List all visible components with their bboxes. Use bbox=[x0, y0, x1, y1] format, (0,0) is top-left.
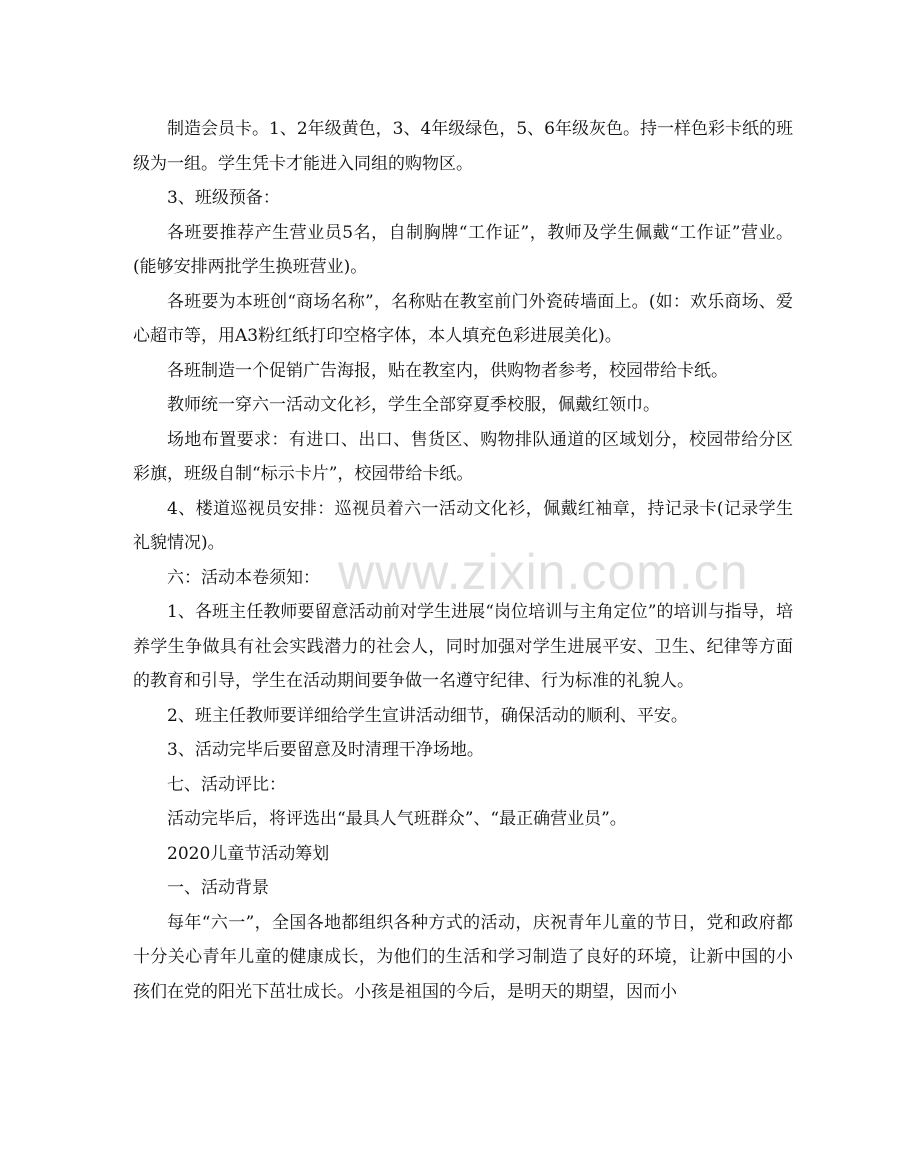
paragraph: 制造会员卡。1、2年级黄色，3、4年级绿色，5、6年级灰色。持一样色彩卡纸的班级为一组。学生凭卡才能进入同组的购物区。 bbox=[133, 119, 793, 174]
watermark-text: www.zixin.com.cn bbox=[338, 544, 749, 600]
paragraph: 每年“六一”，全国各地都组织各种方式的活动，庆祝青年儿童的节日，党和政府都十分关心青年儿童的健康成长，为他们的生活和学习制造了良好的环境，让新中国的小孩们在党的阳光下茁壮成长。小孩是祖国的今后，是明天的期望，因而小 bbox=[133, 912, 793, 1002]
paragraph: 1、各班主任教师要留意活动前对学生进展“岗位培训与主角定位”的培训与指导，培养学生争做具有社会实践潜力的社会人，同时加强对学生进展平安、卫生、纪律等方面的教育和引导，学生在活动期间要争做一名遵守纪律、行为标准的礼貌人。 bbox=[133, 602, 793, 691]
paragraph: 各班要推荐产生营业员5名，自制胸牌“工作证”，教师及学生佩戴“工作证”营业。(能够安排两批学生换班营业)。 bbox=[133, 222, 793, 277]
paragraph: 2、班主任教师要详细给学生宣讲活动细节，确保活动的顺利、平安。 bbox=[167, 705, 688, 726]
paragraph: 活动完毕后，将评选出“最具人气班群众”、“最正确营业员”。 bbox=[167, 809, 627, 829]
paragraph: 场地布置要求：有进口、出口、售货区、购物排队通道的区域划分，校园带给分区彩旗，班级自制“标示卡片”，校园带给卡纸。 bbox=[133, 429, 793, 484]
paragraph: 4、楼道巡视员安排：巡视员着六一活动文化衫，佩戴红袖章，持记录卡(记录学生礼貌情况)。 bbox=[133, 498, 793, 553]
section-heading: 3、班级预备： bbox=[167, 188, 280, 208]
section-heading: 七、活动评比： bbox=[167, 774, 286, 795]
section-heading: 六：活动本卷须知： bbox=[167, 567, 320, 588]
paragraph: 3、活动完毕后要留意及时清理干净场地。 bbox=[167, 740, 484, 760]
paragraph: 各班要为本班创“商场名称”，名称贴在教室前门外瓷砖墙面上。(如：欢乐商场、爱心超市等，用A3粉红纸打印空格字体，本人填充色彩进展美化)。 bbox=[133, 291, 793, 346]
section-heading: 一、活动背景 bbox=[167, 878, 269, 898]
document-page bbox=[133, 112, 793, 1009]
paragraph: 各班制造一个促销广告海报，贴在教室内，供购物者参考，校园带给卡纸。 bbox=[167, 360, 728, 381]
paragraph: 教师统一穿六一活动文化衫，学生全部穿夏季校服，佩戴红领巾。 bbox=[167, 395, 660, 415]
document-title: 2020儿童节活动筹划 bbox=[167, 843, 330, 864]
